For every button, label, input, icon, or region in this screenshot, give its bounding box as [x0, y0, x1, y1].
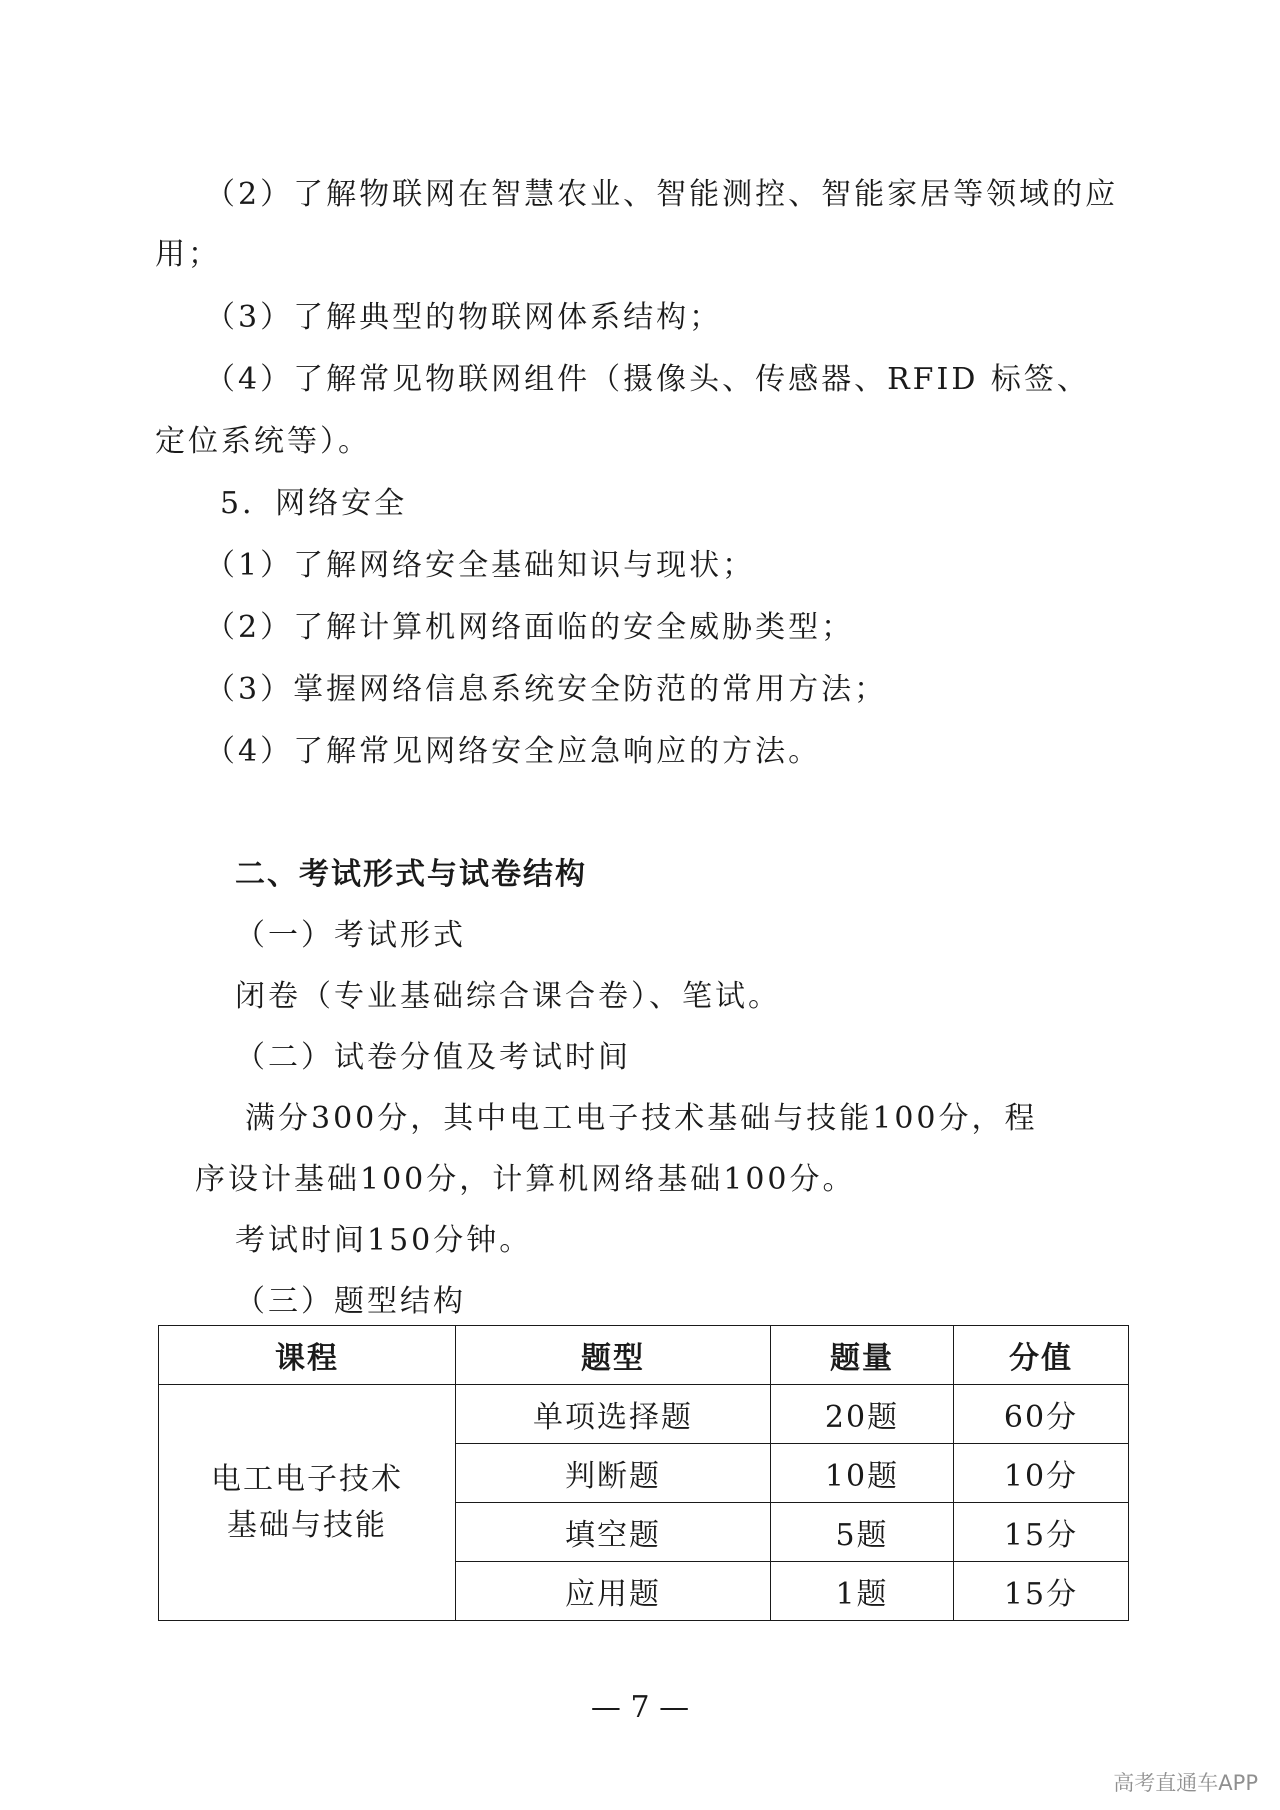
- section-subheading: 5．网络安全: [220, 486, 408, 521]
- watermark: 高考直通车APP: [1113, 1771, 1258, 1795]
- subsection-heading: （三）题型结构: [235, 1284, 466, 1319]
- paragraph: （3）了解典型的物联网体系结构；: [205, 300, 723, 335]
- paragraph: （2）了解计算机网络面临的安全威胁类型；: [205, 610, 855, 645]
- paragraph: （4）了解常见网络安全应急响应的方法。: [205, 734, 822, 769]
- header-question-count: 题量: [771, 1326, 954, 1385]
- table-row: [159, 1385, 1129, 1444]
- header-question-type: 题型: [456, 1326, 771, 1385]
- header-course: 课程: [159, 1326, 456, 1385]
- paragraph: 序设计基础100分，计算机网络基础100分。: [195, 1162, 856, 1197]
- paragraph: 用；: [155, 237, 221, 272]
- header-score: 分值: [954, 1326, 1129, 1385]
- paragraph: 定位系统等）。: [155, 424, 371, 459]
- paragraph: 考试时间150分钟。: [235, 1223, 533, 1258]
- course-name-line: 基础与技能: [227, 1507, 387, 1543]
- question-type-cell: 判断题: [456, 1444, 771, 1503]
- score-cell: 15分: [954, 1562, 1129, 1621]
- score-cell: 10分: [954, 1444, 1129, 1503]
- question-count-cell: 5题: [771, 1503, 954, 1562]
- subsection-heading: （一）考试形式: [235, 918, 466, 953]
- paragraph: （3）掌握网络信息系统安全防范的常用方法；: [205, 672, 888, 707]
- subsection-heading: （二）试卷分值及考试时间: [235, 1040, 631, 1075]
- question-type-table: [158, 1325, 1129, 1621]
- table-header-row: [159, 1326, 1129, 1385]
- question-type-cell: 单项选择题: [456, 1385, 771, 1444]
- score-cell: 15分: [954, 1503, 1129, 1562]
- question-count-cell: 1题: [771, 1562, 954, 1621]
- section-heading: 二、考试形式与试卷结构: [235, 857, 587, 892]
- paragraph: 闭卷（专业基础综合课合卷）、笔试。: [235, 979, 781, 1014]
- paragraph: 满分300分，其中电工电子技术基础与技能100分，程: [245, 1101, 1038, 1136]
- paragraph: （1）了解网络安全基础知识与现状；: [205, 548, 756, 583]
- question-count-cell: 10题: [771, 1444, 954, 1503]
- page-number: — 7 —: [590, 1690, 690, 1725]
- course-cell: [159, 1385, 456, 1621]
- question-count-cell: 20题: [771, 1385, 954, 1444]
- score-cell: 60分: [954, 1385, 1129, 1444]
- question-type-cell: 应用题: [456, 1562, 771, 1621]
- paragraph: （4）了解常见物联网组件（摄像头、传感器、RFID 标签、: [205, 362, 1090, 397]
- course-name-line: 电工电子技术: [211, 1461, 403, 1497]
- paragraph: （2）了解物联网在智慧农业、智能测控、智能家居等领域的应: [205, 177, 1119, 212]
- question-type-cell: 填空题: [456, 1503, 771, 1562]
